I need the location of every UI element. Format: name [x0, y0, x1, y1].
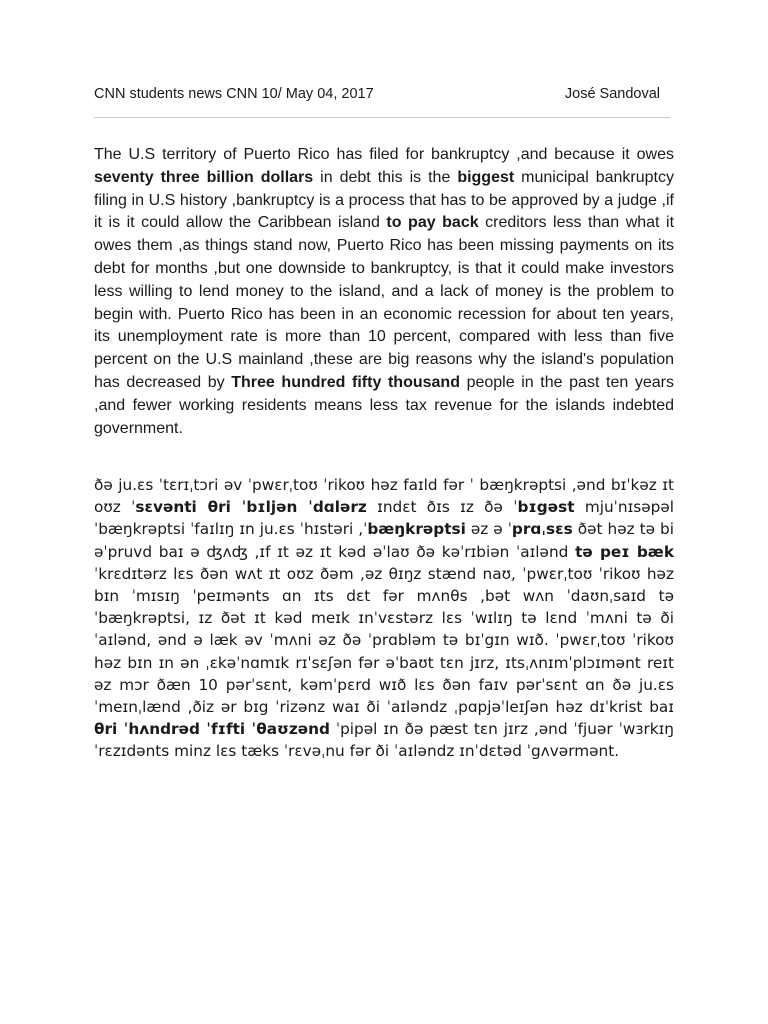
text-run: people in the past ten years ,and fewer working residents means less tax revenue for the islands indebted government.	[94, 373, 674, 437]
english-transcript-paragraph	[94, 144, 674, 440]
text-run: əz ə ˈ	[465, 520, 512, 539]
author-name: José Sandoval	[564, 86, 660, 102]
source-line: CNN students news CNN 10/ May 04, 2017	[94, 86, 374, 102]
text-run: ðət həz tə bi əˈpruvd baɪ ə ʤʌʤ ,ɪf ɪt əz ɪt kəd əˈlaʊ ðə kəˈrɪbiən ˈaɪlənd	[94, 520, 674, 561]
ipa-transcription-paragraph	[94, 474, 674, 763]
text-run: ˈkrɛdɪtərz lɛs ðən wʌt ɪt oʊz ðəm ,əz θɪŋz stænd naʊ, ˈpwɛrˌtoʊ ˈrikoʊ həz bɪn ˈmɪsɪŋ ˈpeɪmənts ɑn ɪts dɛt fər mʌnθs ,bət wʌn ˈdaʊnˌsaɪd tə ˈbæŋkrəptsi, ɪz ðət ɪt kəd meɪk ɪnˈvɛstərz lɛs ˈwɪlɪŋ tə lɛnd ˈmʌni tə ði ˈaɪlənd, ənd ə læk əv ˈmʌni əz ðə ˈprɑbləm tə bɪˈgɪn wɪð. ˈpwɛrˌtoʊ ˈrikoʊ həz bɪn ɪn ən ˌɛkəˈnɑmɪk rɪˈsɛʃən fər əˈbaʊt tɛn jɪrz, ɪtsˌʌnɪmˈplɔɪmənt reɪt əz mɔr ðæn 10 pərˈsɛnt, kəmˈpɛrd wɪð lɛs ðən faɪv pərˈsɛnt ɑn ðə ju.ɛs ˈmeɪnˌlænd ,ðiz ər bɪg ˈrizənz waɪ ði ˈaɪləndz ˌpɑpjəˈleɪʃən həz dɪˈkrist baɪ	[94, 564, 674, 717]
bold-phrase: θri ˈhʌndrəd ˈfɪfti ˈθaʊzənd	[94, 720, 330, 739]
text-run: creditors less than what it owes them ,as things stand now, Puerto Rico has been missing payments on its debt for months ,but one downside to bankruptcy, is that it could make investors less willing to lend money to the island, and a lack of money is the problem to begin with. Puerto Rico has been in an economic recession for about ten years, its unemployment rate is more than 10 percent, compared with less than five percent on the U.S mainland ,these are big reasons why the island's population has decreased by	[94, 214, 675, 391]
text-run: municipal bankruptcy filing in U.S history ,bankruptcy is a process that has to be approved by a judge ,if it is it could allow the Caribbean island	[94, 168, 674, 232]
bold-phrase: bæŋkrəptsi	[367, 520, 466, 539]
header-divider	[94, 117, 670, 118]
bold-phrase: to pay back	[386, 214, 479, 232]
bold-phrase: seventy three billion dollars	[94, 168, 314, 186]
text-run: in debt this is the	[313, 168, 458, 186]
text-run: The U.S territory of Puerto Rico has filed for bankruptcy ,and because it owes	[94, 146, 674, 163]
text-run: ˈpipəl ɪn ðə pæst tɛn jɪrz ,ənd ˈfjuər ˈwɜrkɪŋ ˈrɛzɪdənts minz lɛs tæks ˈrɛvəˌnu fər ði ˈaɪləndz ɪnˈdɛtəd ˈgʌvərmənt.	[94, 720, 674, 761]
bold-phrase: Three hundred fifty thousand	[231, 373, 460, 391]
text-run: ðə ju.ɛs ˈtɛrɪˌtɔri əv ˈpwɛrˌtoʊ ˈrikoʊ həz faɪld fər ˈ bæŋkrəptsi ,ənd bɪˈkəz ɪt oʊz ˈ	[94, 476, 674, 517]
text-run: mjuˈnɪsəpəl ˈbæŋkrəptsi ˈfaɪlɪŋ ɪn ju.ɛs ˈhɪstəri ,ˈ	[94, 498, 675, 539]
bold-phrase: biggest	[457, 168, 515, 186]
text-run: ɪndɛt ðɪs ɪz ðə ˈ	[366, 498, 518, 517]
page-header	[94, 86, 660, 102]
bold-phrase: sɛvənti θri ˈbɪljən ˈdɑlərz	[135, 498, 367, 517]
bold-phrase: tə peɪ bæk	[575, 542, 674, 561]
bold-phrase: prɑˌsɛs	[511, 520, 573, 539]
bold-phrase: bɪgəst	[517, 498, 575, 517]
